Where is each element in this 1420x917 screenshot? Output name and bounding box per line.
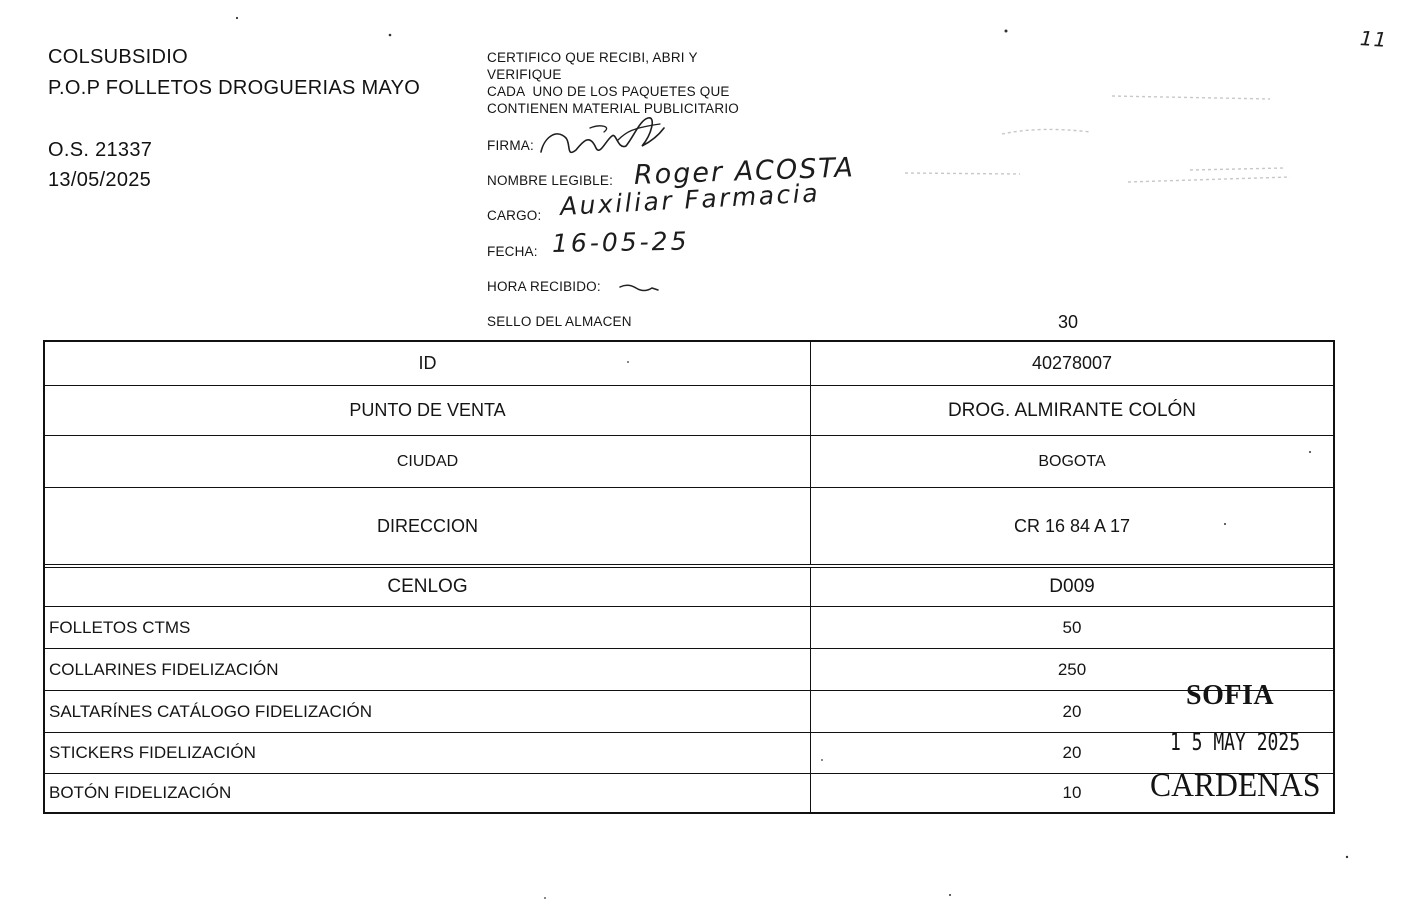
table-row [45,568,1333,607]
item-label: STICKERS FIDELIZACIÓN [49,743,256,762]
delivery-table [43,340,1335,814]
item-label: COLLARINES FIDELIZACIÓN [49,659,279,679]
row-label: DIRECCION [376,515,478,536]
company-name: COLSUBSIDIO [48,46,188,68]
handwritten-position: Auxiliar Farmacia [559,178,821,221]
row-label: PUNTO DE VENTA [349,400,506,420]
faded-marks [905,96,1290,182]
signature-scribble-loop [590,124,660,140]
table-row [45,436,1333,488]
time-squiggle [620,285,658,290]
firma-label: FIRMA: [487,138,534,153]
certification-line: CONTIENEN MATERIAL PUBLICITARIO [487,101,739,116]
fecha-label: FECHA: [487,244,538,259]
item-quantity: 50 [810,607,1333,648]
table-row [45,691,1333,733]
handwritten-name: Roger ACOSTA [633,152,856,191]
stamp-name: SOFIA [1186,680,1275,711]
sello-label: SELLO DEL ALMACEN [487,314,632,329]
certification-line: CADA UNO DE LOS PAQUETES QUE [487,84,730,99]
cargo-label: CARGO: [487,208,542,223]
row-label: ID [418,353,437,373]
table-row [45,488,1333,568]
row-label: CIUDAD [396,452,459,470]
item-label: FOLLETOS CTMS [49,617,191,637]
document-date: 13/05/2025 [48,169,152,191]
row-value: BOGOTA [810,436,1333,487]
table-row [45,649,1333,691]
hora-label: HORA RECIBIDO: [487,279,601,294]
stamp-surname: CARDENAS [1150,767,1321,804]
row-label: CENLOG [387,576,468,597]
corner-note: 11 [1359,26,1389,52]
item-quantity: 20 [810,691,1333,732]
sello-value: 30 [1058,312,1079,332]
item-label: SALTARÍNES CATÁLOGO FIDELIZACIÓN [49,701,373,721]
table-row [45,342,1333,386]
item-quantity: 10 [810,774,1333,812]
row-value: DROG. ALMIRANTE COLÓN [810,386,1333,435]
signature-scribble [541,118,664,153]
item-quantity: 20 [810,733,1333,773]
table-row [45,774,1333,812]
campaign-title: P.O.P FOLLETOS DROGUERIAS MAYO [48,77,421,99]
item-quantity: 250 [810,649,1333,690]
order-number: O.S. 21337 [48,139,153,161]
stamp-date: 1 5 MAY 2025 [1170,728,1301,756]
row-value: CR 16 84 A 17 [810,488,1333,564]
row-value: D009 [810,568,1333,606]
nombre-label: NOMBRE LEGIBLE: [487,173,614,188]
handwritten-date: 16-05-25 [551,226,690,258]
row-value: 40278007 [810,342,1333,385]
table-row [45,386,1333,436]
certification-line: CERTIFICO QUE RECIBI, ABRI Y [487,50,698,65]
certification-line: VERIFIQUE [487,67,562,82]
item-label: BOTÓN FIDELIZACIÓN [49,783,232,802]
table-row [45,733,1333,774]
table-row [45,607,1333,649]
